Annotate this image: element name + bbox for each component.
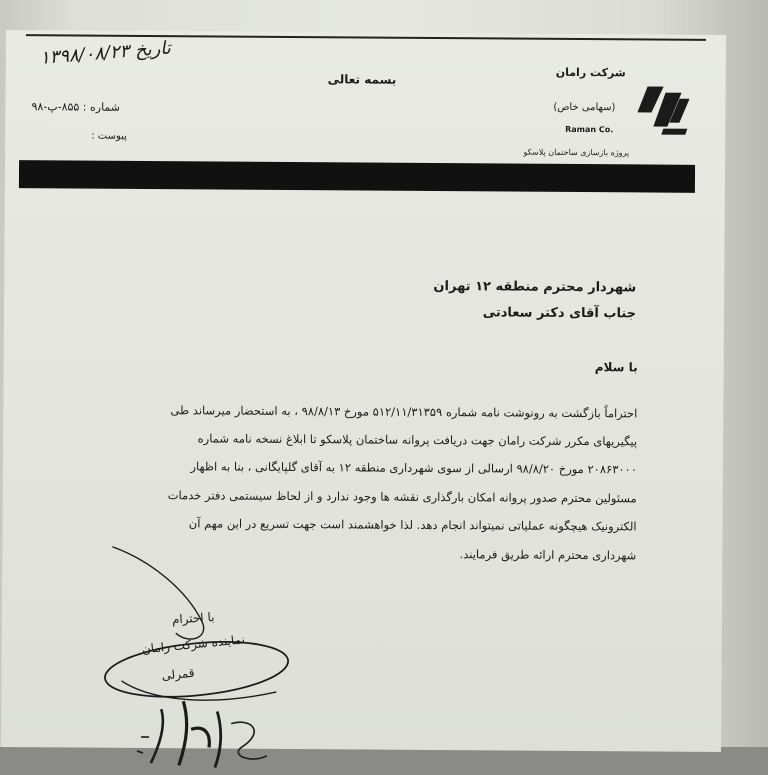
header-black-bar [19, 160, 695, 193]
bismillah-heading: بسمه تعالی [327, 72, 397, 87]
body-line: ۲۰۸۶۳۰۰۰ مورخ ۹۸/۸/۲۰ ارسالی از سوی شهرداری منطقه ۱۲ به آقای گلپایگانی ، بنا به اظهار [190, 459, 637, 477]
recipient-line-2: جناب آقای دکتر سعادتی [482, 305, 637, 322]
closing: با احترام [171, 609, 215, 627]
date-label: تاریخ [134, 37, 172, 62]
company-name-en: Raman Co. [565, 124, 614, 135]
number-value: ۸۵۵-پ-۹۸ [31, 100, 80, 114]
letter-sheet [1, 30, 726, 752]
signature-title: نماینده شرکت رامان [141, 632, 246, 657]
handwritten-signature [91, 541, 303, 772]
company-logo [633, 82, 691, 136]
company-name: شرکت رامان [555, 65, 626, 80]
body-line: پیگیریهای مکرر شرکت رامان جهت دریافت پروانه ساختمان پلاسکو تا ابلاغ نسخه نامه شماره [197, 431, 638, 449]
body-line: شهرداری محترم ارائه طریق فرمایند. [459, 547, 637, 563]
project-title: پروژه بازسازی ساختمان پلاسکو [523, 147, 630, 158]
body-line: مسئولین محترم صدور پروانه امکان بارگذاری نقشه ها وجود ندارد و از لحاظ سیستمی دفتر خدمات [167, 488, 637, 506]
date-field [39, 37, 171, 68]
recipient-line-1: شهردار محترم منطقه ۱۲ تهران [433, 278, 637, 296]
body-line: احتراماً بازگشت به رونوشت نامه شماره ۵۱۲/۱۱/۳۱۳۵۹ مورخ ۹۸/۸/۱۳ ، به استحضار میرساند طی [170, 403, 638, 421]
number-field: شماره : ۸۵۵-پ-۹۸ [31, 100, 121, 114]
date-value: ۱۳۹۸/۰۸/۲۳ [39, 40, 131, 69]
greeting: با سلام [594, 360, 638, 375]
body-line: الکترونیک هیچگونه عملیاتی نمیتواند انجام دهد. لذا خواهشمند است جهت تسریع در این مهم آن [188, 516, 637, 534]
signature-name: قمرلی [160, 665, 196, 683]
attachment-label: پیوست [97, 130, 128, 142]
number-label: شماره [89, 100, 121, 114]
company-type: (سهامی خاص) [553, 101, 616, 114]
attachment-field: پیوست : [91, 130, 128, 142]
